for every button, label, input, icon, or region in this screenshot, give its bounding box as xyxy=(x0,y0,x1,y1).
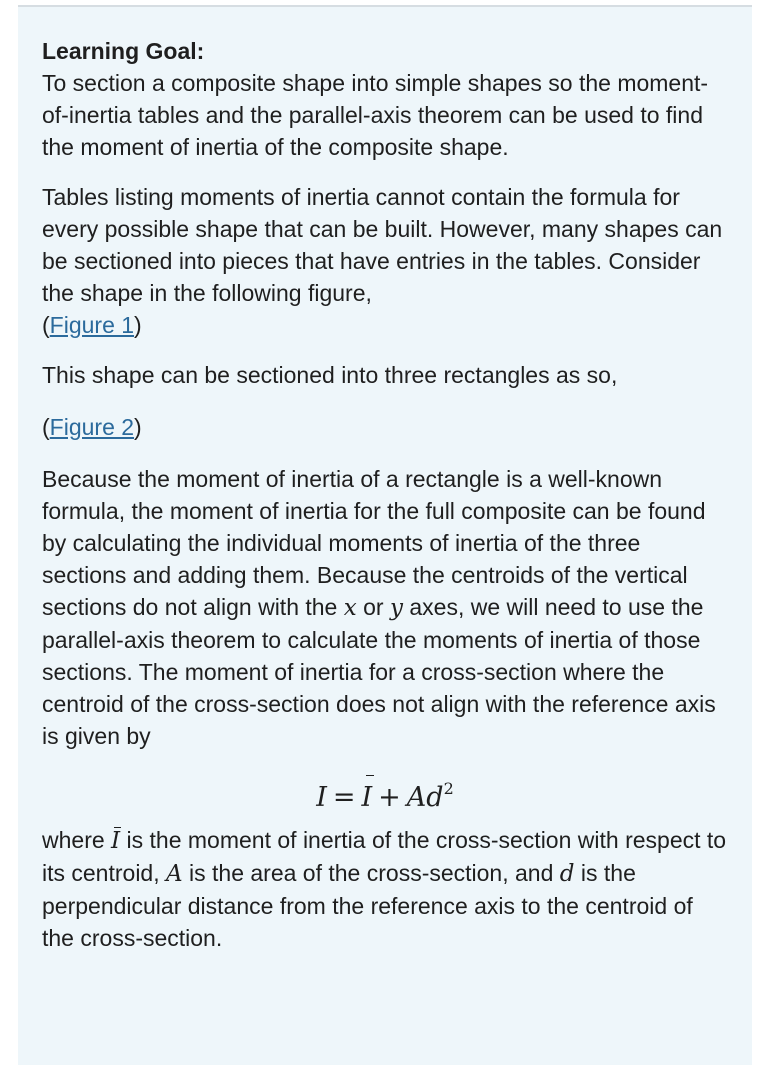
eq-lhs-i: I xyxy=(316,782,327,813)
figure1-paren-open: ( xyxy=(42,312,50,338)
learning-goal-block xyxy=(42,35,728,163)
figure2-paragraph xyxy=(42,411,728,443)
explanation-part1: Because the moment of inertia of a rectangle is a well-known formula, the moment of inertia for the full composite can be found by calculating the individual moments of inertia of the three sections and adding them. Because the centroids of the vertical sections do not align with the xyxy=(42,466,706,620)
var-x: x xyxy=(343,595,357,621)
explanation-part3: axes, we will need to use the parallel-axis theorem to calculate the moments of inertia of those sections. The moment of inertia for a cross-section where the centroid of the cross-section does not align with the reference axis is given by xyxy=(42,594,716,749)
explanation-paragraph xyxy=(42,463,728,752)
eq-exponent: 2 xyxy=(443,779,454,798)
where-d: d xyxy=(559,861,575,887)
eq-ibar: I xyxy=(362,767,373,829)
figure-1-link[interactable]: Figure 1 xyxy=(49,312,135,338)
explanation-part2: or xyxy=(356,594,390,620)
eq-d: d xyxy=(426,782,444,813)
parallel-axis-equation xyxy=(42,758,728,820)
where-ibar: I xyxy=(111,825,120,857)
where-w2: is the moment of inertia of the cross-section with respect to its centroid, xyxy=(42,827,727,886)
eq-a: A xyxy=(406,782,427,813)
figure2-paren-close: ) xyxy=(134,414,142,440)
learning-goal-text: To section a composite shape into simple shapes so the moment-of-inertia tables and the parallel-axis theorem can be used to find the moment of inertia of the composite shape. xyxy=(42,70,709,160)
figure1-paren-close: ) xyxy=(134,312,142,338)
problem-panel xyxy=(18,5,752,1065)
intro-paragraph xyxy=(42,181,728,341)
learning-goal-title: Learning Goal: xyxy=(42,38,205,64)
where-paragraph xyxy=(42,824,728,954)
eq-equals: = xyxy=(332,782,356,813)
section-paragraph: This shape can be sectioned into three rectangles as so, xyxy=(42,362,618,388)
figure2-paren-open: ( xyxy=(42,414,50,440)
figure-2-link[interactable]: Figure 2 xyxy=(49,414,135,440)
eq-plus: + xyxy=(378,782,401,813)
intro-text: Tables listing moments of inertia cannot contain the formula for every possible shape that can be built. However, many shapes can be sectioned into pieces that have entries in the tables. Consider the shape in the following figure, xyxy=(42,184,723,306)
where-w4: is the perpendicular distance from the reference axis to the centroid of the cross-section. xyxy=(42,860,693,951)
where-a: A xyxy=(166,861,183,887)
where-w1: where xyxy=(42,827,112,853)
var-y: y xyxy=(389,595,403,621)
where-w3: is the area of the cross-section, and xyxy=(182,860,560,886)
